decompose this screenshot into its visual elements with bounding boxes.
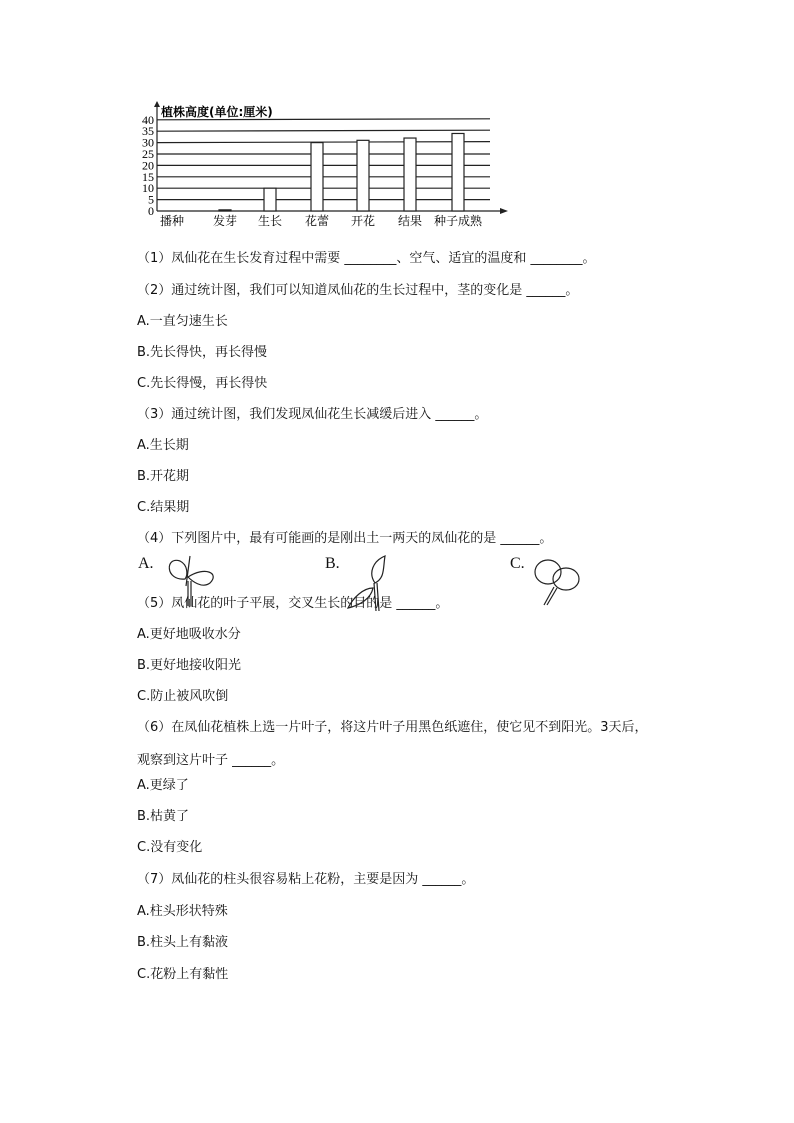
plant-height-bar-chart xyxy=(130,100,520,230)
question-text: （1）凤仙花在生长发育过程中需要 ________、空气、适宜的温度和 ________。 xyxy=(137,251,596,266)
picture-option-a xyxy=(138,553,154,573)
x-tick-label: 发芽 xyxy=(212,214,238,228)
x-tick-label: 开花 xyxy=(350,214,376,228)
chart-title: 植株高度(单位:厘米) xyxy=(161,105,273,119)
x-axis-arrow xyxy=(500,208,508,214)
answer-option: A.更绿了 xyxy=(137,778,189,793)
answer-option: B.开花期 xyxy=(137,469,190,484)
y-tick-label: 0 xyxy=(148,204,154,218)
answer-option: A.柱头形状特殊 xyxy=(137,904,228,919)
answer-option: C.先长得慢，再长得快 xyxy=(137,376,268,391)
answer-option: A.生长期 xyxy=(137,438,189,453)
option-label: C. xyxy=(510,555,525,572)
bar xyxy=(311,143,323,211)
seedling-true-leaves-icon xyxy=(343,553,403,613)
answer-option: B.柱头上有黏液 xyxy=(137,935,229,950)
question-text: （3）通过统计图，我们发现凤仙花生长减缓后进入 ______。 xyxy=(137,407,488,422)
answer-option: C.防止被风吹倒 xyxy=(137,689,229,704)
answer-option: A.更好地吸收水分 xyxy=(137,627,241,642)
option-label: B. xyxy=(325,555,340,572)
seedling-two-leaves-icon xyxy=(160,551,230,606)
question-text: （5）凤仙花的叶子平展，交叉生长的目的是 ______。 xyxy=(137,596,449,611)
answer-option: B.枯黄了 xyxy=(137,809,190,824)
x-tick-label: 种子成熟 xyxy=(433,214,483,228)
y-tick-label: 25 xyxy=(142,147,154,161)
answer-option: C.没有变化 xyxy=(137,840,203,855)
x-tick-label: 生长 xyxy=(257,214,283,228)
bar xyxy=(357,140,369,211)
x-tick-label: 播种 xyxy=(159,214,185,228)
x-tick-label: 结果 xyxy=(397,214,423,228)
answer-option: B.先长得快，再长得慢 xyxy=(137,345,268,360)
y-axis-arrow xyxy=(154,101,160,107)
y-tick-label: 20 xyxy=(142,158,154,173)
question-text: （2）通过统计图，我们可以知道凤仙花的生长过程中，茎的变化是 ______。 xyxy=(137,283,579,298)
y-tick-label: 15 xyxy=(142,169,154,184)
answer-option: C.花粉上有黏性 xyxy=(137,967,229,982)
y-tick-label: 30 xyxy=(142,135,154,150)
question-text: （7）凤仙花的柱头很容易粘上花粉，主要是因为 ______。 xyxy=(137,872,475,887)
y-tick-label: 5 xyxy=(148,192,154,207)
bar xyxy=(219,210,231,211)
y-tick-label: 40 xyxy=(142,112,154,127)
answer-option: B.更好地接收阳光 xyxy=(137,658,242,673)
question-text: （6）在凤仙花植株上选一片叶子，将这片叶子用黑色纸遮住，使它见不到阳光。3天后， xyxy=(137,720,648,735)
question-text: （4）下列图片中，最有可能画的是刚出土一两天的凤仙花的是 ______。 xyxy=(137,531,553,546)
bar xyxy=(404,138,416,211)
bar xyxy=(452,133,464,211)
y-tick-label: 35 xyxy=(142,124,154,139)
picture-option-b xyxy=(325,553,340,573)
answer-option: A.一直匀速生长 xyxy=(137,314,228,329)
option-label: A. xyxy=(138,555,154,572)
gridline xyxy=(157,130,490,131)
y-tick-label: 10 xyxy=(142,181,154,196)
picture-option-c xyxy=(510,553,525,573)
bar xyxy=(264,188,276,211)
x-tick-label: 花蕾 xyxy=(304,214,330,228)
seedling-cotyledons-icon xyxy=(530,555,590,615)
answer-option: C.结果期 xyxy=(137,500,190,515)
question-text: 观察到这片叶子 ______。 xyxy=(137,753,285,768)
